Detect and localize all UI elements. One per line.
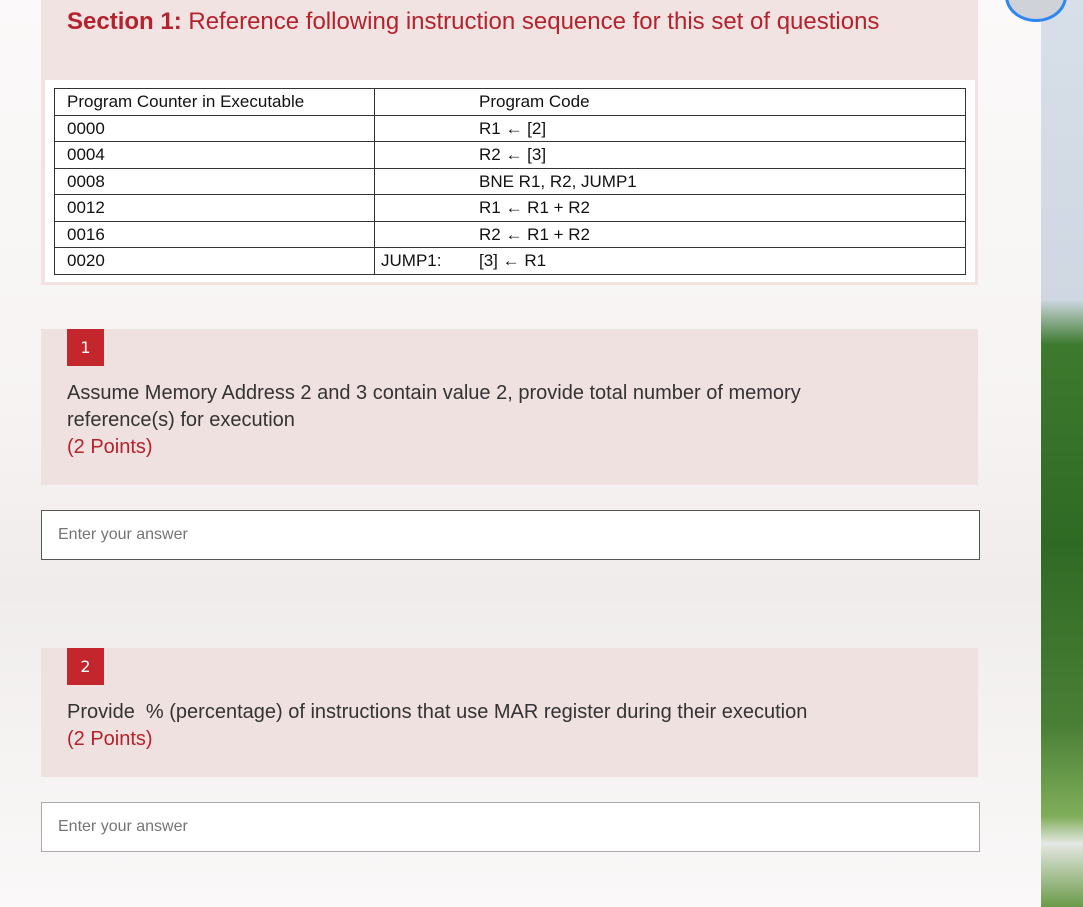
- program-table-image: [45, 80, 975, 282]
- code-text: R2 ← [3]: [479, 145, 547, 165]
- answer-input-2[interactable]: [41, 802, 980, 852]
- pc-cell: 0000: [55, 115, 375, 142]
- code-cell: [375, 195, 966, 222]
- question-number: 1: [67, 329, 104, 366]
- background-photo: [1041, 0, 1083, 907]
- question-number: 2: [67, 648, 104, 685]
- question-text: [67, 380, 887, 461]
- question-points: (2 Points): [67, 728, 153, 750]
- code-cell: [375, 248, 966, 275]
- header-pc: Program Counter in Executable: [55, 89, 375, 116]
- code-text: R1 ← R1 + R2: [479, 198, 591, 218]
- code-cell: [375, 142, 966, 169]
- code-text: R2 ← R1 + R2: [479, 224, 591, 244]
- question-2: [41, 648, 978, 777]
- question-1: [41, 329, 978, 485]
- table-row: [55, 168, 966, 195]
- pc-cell: 0008: [55, 168, 375, 195]
- pc-cell: 0004: [55, 142, 375, 169]
- section-title: [67, 8, 879, 36]
- question-points: (2 Points): [67, 436, 153, 458]
- code-cell: [375, 168, 966, 195]
- code-label: JUMP1:: [381, 251, 442, 271]
- program-table: [54, 88, 966, 275]
- question-prompt: Assume Memory Address 2 and 3 contain value 2, provide total number of memory reference(s) for execution: [67, 382, 801, 431]
- section-title-text: Reference following instruction sequence for this set of questions: [188, 8, 880, 35]
- table-row: [55, 221, 966, 248]
- table-header-row: [55, 89, 966, 116]
- table-row: [55, 195, 966, 222]
- section-prefix: Section 1:: [67, 8, 182, 35]
- code-text: BNE R1, R2, JUMP1: [479, 171, 637, 191]
- code-cell: [375, 221, 966, 248]
- header-code-text: Program Code: [479, 92, 590, 112]
- pc-cell: 0012: [55, 195, 375, 222]
- pc-cell: 0020: [55, 248, 375, 275]
- question-prompt: Provide % (percentage) of instructions that use MAR register during their execution: [67, 701, 808, 723]
- pc-cell: 0016: [55, 221, 375, 248]
- question-text: [67, 699, 887, 753]
- code-text: R1 ← [2]: [479, 118, 547, 138]
- code-text: [3] ← R1: [479, 251, 547, 271]
- table-row: [55, 248, 966, 275]
- code-cell: [375, 115, 966, 142]
- table-row: [55, 115, 966, 142]
- header-code: [375, 89, 966, 116]
- table-row: [55, 142, 966, 169]
- answer-input-1[interactable]: [41, 510, 980, 560]
- section-header: [41, 0, 978, 285]
